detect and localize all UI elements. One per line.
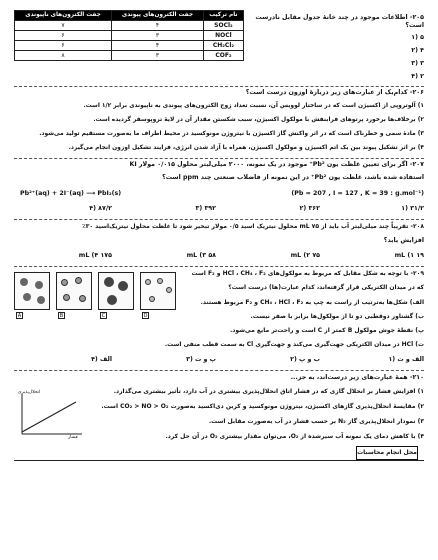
q209-option-4[interactable]: الف (۴ <box>91 356 112 363</box>
q205-option-2[interactable]: ۴ (۲ <box>411 47 424 54</box>
question-207-line-2: استفاده شده باشد، غلظت یون Pb²⁺ در این نمونه از فاضلاب صنعتی چند ppm است؟ <box>162 174 424 181</box>
q209-statement-a: الف) شکل‌ها به‌ترتیب از راست به چپ به CH₄ ، HCl ، F₂ و F₂ مربوط هستند. <box>200 299 424 306</box>
table-cell: ۴ <box>112 21 204 31</box>
molecule-box-b <box>56 272 92 310</box>
compounds-table <box>14 10 244 61</box>
calculation-area-border <box>14 460 424 461</box>
table-header: جفت الکترون‌های ناپیوندی <box>15 11 112 21</box>
q210-option-3[interactable]: ۳) نمودار انحلال‌پذیری گاز N₂ بر حسب فشار در آب به‌صورت مقابل است. <box>208 418 424 425</box>
q207-molar-masses: (Pb = 207 , I = 127 , K = 39 : g.mol⁻¹) <box>291 190 424 197</box>
separator <box>14 219 424 220</box>
q209-option-2[interactable]: ب و پ (۲ <box>290 356 320 363</box>
q206-option-1[interactable]: ۱) آلوتروپی از اکسیژن است که در ساختار لوویس آن، نسبت تعداد زوج الکترون‌های پیوندی به ناپیوندی برابر ۱/۲ است. <box>83 103 424 109</box>
graph-ylabel: انحلال‌پذیری <box>18 390 41 395</box>
q207-option-4[interactable]: ۸۷/۲ (۴ <box>89 205 112 212</box>
separator <box>14 86 424 87</box>
q209-statement-d: ت) HCl در میدان الکتریکی جهت‌گیری می‌کند و جهت‌گیری Cl به سمت قطب منفی است. <box>164 341 424 348</box>
q205-option-4[interactable]: ۲ (۴ <box>411 73 424 80</box>
question-209-line-2: که در میدان الکتریکی قرار گرفته‌اند، کدام عبارت(ها) درست است؟ <box>228 284 424 291</box>
question-209-line-1: ۲۰۹- با توجه به شکل مقابل که مربوط به مولکول‌های HCl ، CH₄ ، F₂ و F₂ است <box>191 270 424 277</box>
box-label-c: C <box>101 313 106 319</box>
calculation-area-label: محل انجام محاسبات <box>356 446 418 460</box>
molecule-box-d <box>140 272 176 310</box>
question-208-line-2: افزایش یابد؟ <box>383 237 424 244</box>
table-cell: ۳ <box>112 51 204 61</box>
q207-option-2[interactable]: ۳۶۲ (۲ <box>299 205 320 212</box>
table-cell: ۶ <box>15 31 112 41</box>
box-label-b: B <box>59 313 64 319</box>
question-210-text: ۲۱۰- همهٔ عبارت‌های زیر درست‌اند، به جز... <box>290 374 424 381</box>
separator <box>14 370 424 371</box>
q207-option-3[interactable]: ۳۹۲ (۳ <box>195 205 216 212</box>
separator <box>14 266 424 267</box>
graph-xlabel: فشار <box>68 435 78 440</box>
table-cell: ۸ <box>15 51 112 61</box>
q207-reaction: Pb²⁺(aq) + 2I⁻(aq) ⟶ PbI₂(s) <box>20 190 122 197</box>
q205-option-1[interactable]: ۵ (۱ <box>411 34 424 41</box>
table-header: جفت الکترون‌های پیوندی <box>112 11 204 21</box>
question-206-text: ۲۰۶- کدام‌یک از عبارت‌های زیر دربارهٔ اوزون درست است؟ <box>245 89 424 96</box>
q208-option-4[interactable]: ۱۷۵ mL (۴ <box>78 252 112 259</box>
table-cell: ۴ <box>112 41 204 51</box>
box-label-d: D <box>143 313 148 319</box>
q209-statement-b: ب) گشتاور دوقطبی دو تا از مولکول‌ها برابر با صفر نیست. <box>250 313 424 320</box>
q208-option-1[interactable]: ۱۹ mL (۱ <box>394 252 424 259</box>
molecule-box-a <box>14 272 50 310</box>
box-label-a: A <box>17 313 22 319</box>
table-cell: SOCl₂ <box>203 21 243 31</box>
table-cell: ۳ <box>112 31 204 41</box>
q206-option-2[interactable]: ۲) برخلاف‌ها برخورد پرتوهای فرابنفش با مولکول اکسیژن، سبب شکستن مقدار آن در لایهٔ تروپوسفر گردیده است. <box>93 117 424 123</box>
q209-option-1[interactable]: الف و ت (۱ <box>388 356 424 363</box>
question-205-text: ۲۰۵- اطلاعات موجود در چند خانهٔ جدول مقابل نادرست است؟ <box>255 14 424 29</box>
graph-line <box>22 402 76 432</box>
table-cell: ۶ <box>15 41 112 51</box>
q210-option-4[interactable]: ۴) با کاهش دمای یک نمونه آب سیرشده از O₂، می‌توان مقدار بیشتری O₂ در آن حل کرد. <box>165 433 424 440</box>
separator <box>14 158 424 159</box>
q207-option-1[interactable]: ۳۱/۲ (۱ <box>401 205 424 212</box>
table-header: نام ترکیب <box>203 11 243 21</box>
table-row <box>15 21 244 31</box>
q208-option-2[interactable]: ۷۵ mL (۲ <box>290 252 320 259</box>
molecule-box-c <box>98 272 134 310</box>
table-cell: CH₂Cl₂ <box>203 41 243 51</box>
table-cell: COF₂ <box>203 51 243 61</box>
question-207-line-1: ۲۰۷- اگر برای تعیین غلظت یون Pb²⁺ موجود در یک نمونه، ۲۰۰۰ میلی‌لیتر محلول ۰/۰۱۵ مولار KI <box>129 161 424 168</box>
table-cell: ۷ <box>15 21 112 31</box>
q205-option-3[interactable]: ۳ (۳ <box>411 60 424 67</box>
q206-option-4[interactable]: ۴) بر اثر تشکیل پیوند بین یک اتم اکسیژن و مولکول اکسیژن، همراه با آزاد شدن انرژی، فرایند تشکیل اوزون انجام می‌گیرد. <box>68 145 424 151</box>
table-header-row <box>15 11 244 21</box>
q206-option-3[interactable]: ۳) مادهٔ سمی و خطرناک است که در اثر واکنش گاز اکسیژن با نیتروژن مونوکسید در محیط اطراف ما به‌صورت مستقیم تولید می‌شود. <box>39 131 424 137</box>
q210-option-1[interactable]: ۱) افزایش فشار بر انحلال گازی که در فشار اتاق انحلال‌پذیری بیشتری در آب دارد، تأثیر بیشتری می‌گذارد. <box>113 388 424 395</box>
q209-option-3[interactable]: پ و ت (۳ <box>186 356 216 363</box>
q209-statement-c: پ) نقطهٔ جوش مولکول B کمتر از C است و راحت‌تر مایع می‌شود. <box>230 327 424 334</box>
table-cell: NOCl <box>203 31 243 41</box>
table-row <box>15 31 244 41</box>
table-row <box>15 51 244 61</box>
table-row <box>15 41 244 51</box>
q208-option-3[interactable]: ۵۸ mL (۳ <box>186 252 216 259</box>
question-208-line-1: ۲۰۸- تقریباً چند میلی‌لیتر آب باید از ۷۵ mL محلول نیتریک اسید ۰/۵ مولار تبخیر شود تا غلظت محلول نیتریک‌اسید ۳۰٪ <box>82 223 424 230</box>
q210-option-2[interactable]: ۲) مقایسهٔ انحلال‌پذیری گازهای اکسیژن، نیتروژن مونوکسید و کربن دی‌اکسید به‌صورت CO₂ > NO > O₂ است. <box>101 403 424 410</box>
